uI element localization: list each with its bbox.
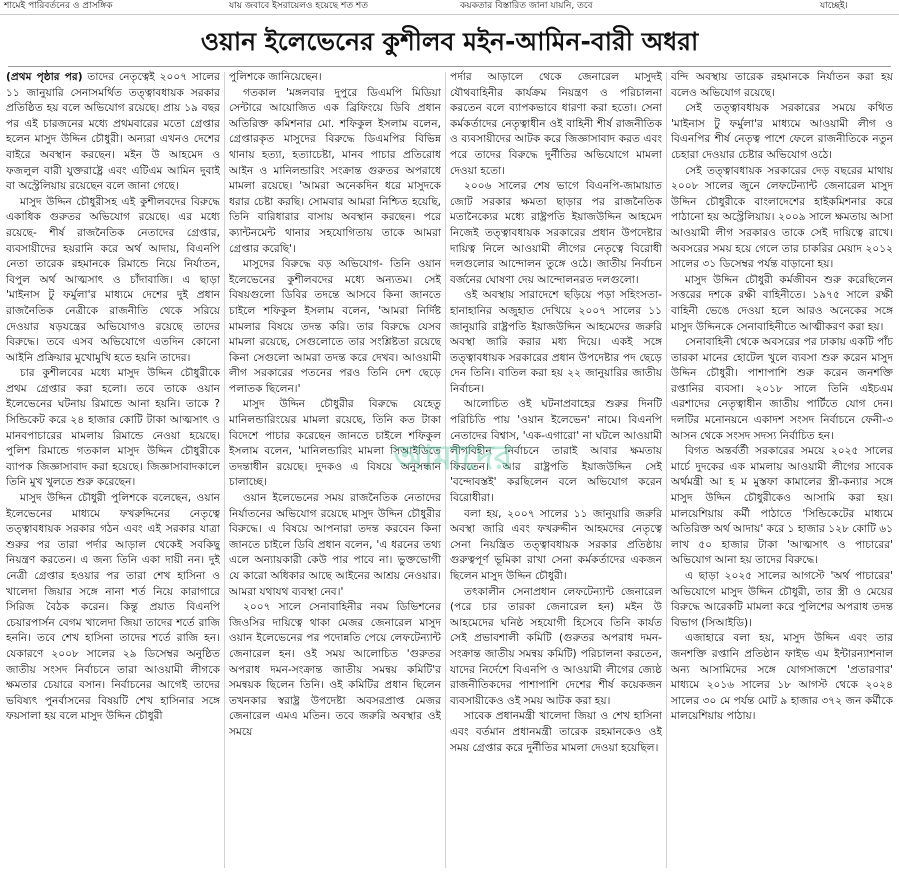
column-divider [666, 72, 667, 868]
column-2-paragraph: ২০০৭ সালে সেনাবাহিনীর নবম ডিভিশনের জিওসির দায়িত্বে থাকা মেজর জেনারেল মাসুদ ওয়ান ইলেভেনের পর পদোন্নতি পেয়ে লেফটেন্যান্ট জেনারেল হন। ওই সময় আলোচিত 'গুরুতর অপরাধ দমন-সংক্রান্ত জাতীয় সমন্বয় কমিটি'র সমন্বয়ক ছিলেন তিনি। ওই কমিটির প্রধান ছিলেন তখনকার স্বরাষ্ট্র উপদেষ্টা অবসরপ্রাপ্ত মেজর জেনারেল এমএ মতিন। তবে জরুরি অবস্থার ওই সময়ে [229, 601, 441, 738]
column-3-paragraph: পর্দার আড়ালে থেকে জেনারেল মাসুদই যৌথবাহিনীর কার্যক্রম নিয়ন্ত্রণ ও পরিচালনা করতেন বলে ব্যাপকভাবে ধারণা করা হতো। সেনা কর্মকর্তাদের নেতৃত্বাধীন ওই বাহিনী শীর্ষ রাজনীতিক ও ব্যবসায়ীদের আটক করে জিজ্ঞাসাবাদ করত এবং পরে তাদের বিরুদ্ধে দুর্নীতির অভিযোগে মামলা দেওয়া হতো। [450, 71, 662, 177]
column-4-paragraph: সেনাবাহিনী থেকে অবসরের পর ঢাকায় একটি পাঁচ তারকা মানের হোটেল খুলে ব্যবসা শুরু করেন মাসুদ উদ্দিন চৌধুরী। পাশাপাশি শুরু করেন জনশক্তি রপ্তানির ব্যবসা। ২০১৮ সালে তিনি এইচএম এরশাদের নেতৃত্বাধীন জাতীয় পার্টিতে যোগ দেন। দলটির মনোনয়নে একাদশ সংসদ নির্বাচনে ফেনী-৩ আসন থেকে সংসদ সদস্য নির্বাচিত হন। [671, 336, 893, 442]
column-3-paragraph: ২০০৬ সালের শেষ ভাগে বিএনপি-জামায়াত জোট সরকার ক্ষমতা ছাড়ার পর রাজনৈতিক মতানৈক্যের মধ্যে রাষ্ট্রপতি ইয়াজউদ্দিন আহমেদ নিজেই তত্ত্বাবধায়ক সরকারের প্রধান উপদেষ্টার দায়িত্ব নিলে আওয়ামী লীগের নেতৃত্বে বিরোধী দলগুলোর আন্দোলন তুঙ্গে ওঠে। জাতীয় নির্বাচন বর্জনের ঘোষণা দেয় আন্দোলনরত দলগুলো। [450, 180, 662, 286]
article-column-4 [671, 70, 893, 870]
column-3-paragraph: তৎকালীন সেনাপ্রধান লেফটেন্যান্ট জেনারেল (পরে চার তারকা জেনারেল হন) মইন উ আহমেদের ঘনিষ্ঠ সহযোগী হিসেবে তিনি কার্যত সেই প্রভাবশালী কমিটি (গুরুতর অপরাধ দমন-সংক্রান্ত জাতীয় সমন্বয় কমিটি) পরিচালনা করতেন, যাদের নির্দেশে বিএনপি ও আওয়ামী লীগের জ্যেষ্ঠ রাজনীতিকদের পাশাপাশি দেশের শীর্ষ কয়েকজন ব্যবসায়ীকেও ওই সময় আটক করা হয়। [450, 585, 662, 707]
column-4-paragraph: সেই তত্ত্বাবধায়ক সরকারের দেড় বছরের মাথায় ২০০৮ সালের জুনে লেফটেন্যান্ট জেনারেল মাসুদ উদ্দিন চৌধুরীকে বাংলাদেশের হাইকমিশনার করে পাঠানো হয় অস্ট্রেলিয়ায়। ২০০৯ সালে ক্ষমতায় আসা আওয়ামী লীগ সরকারও তাকে সেই দায়িত্বে রাখে। অবসরের সময় হয়ে গেলে তার চাকরির মেয়াদ ২০১২ সালের ৩১ ডিসেম্বর পর্যন্ত বাড়ানো হয়। [671, 164, 893, 271]
column-2-paragraph: ওয়ান ইলেভেনের সময় রাজনৈতিক নেতাদের নির্যাতনের অভিযোগ রয়েছে মাসুদ উদ্দিন চৌধুরীর বিরুদ্ধে। এ বিষয়ে আপনারা তদন্ত করবেন কিনা জানতে চাইলে ডিবি প্রধান বলেন, 'এ ধরনের তথ্য এলে অন্যায়কারী কেউ পার পাবে না। ভুক্তভোগী যে কারো অধিকার আছে আইনের আশ্রয় নেওয়ার। আমরা যথাযথ ব্যবস্থা নেব।' [229, 492, 441, 598]
column-4-paragraph: সেই তত্ত্বাবধায়ক সরকারের সময়ে কথিত 'মাইনাস টু ফর্মুলা'র মাধ্যমে আওয়ামী লীগ ও বিএনপির শীর্ষ নেতৃত্ব পাশে ফেলে রাজনীতিকে নতুন চেহারা দেওয়ার চেষ্টার অভিযোগ ওঠে। [671, 102, 893, 161]
column-2-paragraph: মাসুদের বিরুদ্ধে বড় অভিযোগ- তিনি ওয়ান ইলেভেনের কুশীলবদের মধ্যে অন্যতম। সেই বিষয়গুলো ডিবির তদন্তে আসবে কিনা জানতে চাইলে শফিকুল ইসলাম বলেন, 'আমরা নির্দিষ্ট মামলার বিষয়ে তদন্ত করি। তার বিরুদ্ধে যেসব মামলা রয়েছে, সেগুলোতে তার সংশ্লিষ্টতা রয়েছে কিনা সেগুলো আমরা তদন্ত করে দেখব। আওয়ামী লীগ সরকারের পতনের পরও তিনি দেশ ছেড়ে পলাতক ছিলেন।' [229, 258, 441, 395]
column-3-paragraph: বলা হয়, ২০০৭ সালের ১১ জানুয়ারি জরুরি অবস্থা জারি এবং ফখরুদ্দীন আহমদের নেতৃত্বে সেনা নিয়ন্ত্রিত তত্ত্বাবধায়ক সরকার প্রতিষ্ঠায় গুরুত্বপূর্ণ ভূমিকা রাখা সেনা কর্মকর্তাদের একজন ছিলেন মাসুদ উদ্দিন চৌধুরী। [450, 507, 662, 582]
newspaper-watermark: আমাদের [393, 438, 513, 478]
column-3-paragraph: আলোচিত ওই ঘটনাপ্রবাহের শুরুর দিনটি পরিচিতি পায় 'ওয়ান ইলেভেন' নামে। বিএনপি নেতাদের বিশ্বাস, 'এক-এগারো' না ঘটলে আওয়ামী লীগবিহীন নির্বাচনে তারাই আবার ক্ষমতায় ফিরতেন। আর রাষ্ট্রপতি ইয়াজউদ্দিন সেই 'বন্দোবস্তই' করছিলেন বলে অভিযোগ করেন বিরোধীরা। [450, 398, 662, 505]
strip-text-right: কয়কতার বিস্তারিত জানা যায়নি, তবে [460, 1, 593, 11]
column-3-paragraph: সাবেক প্রধানমন্ত্রী খালেদা জিয়া ও শেখ হাসিনা এবং বর্তমান প্রধানমন্ত্রী তারেক রহমানকেও ওই সময় গ্রেপ্তার করে দুর্নীতির মামলা দেওয়া হয়েছিল। [450, 710, 662, 754]
article-column-2 [229, 70, 441, 870]
continuation-tag: (প্রথম পৃষ্ঠার পর) [6, 71, 83, 83]
column-2-paragraph: মাসুদ উদ্দিন চৌধুরীর বিরুদ্ধে যেহেতু মানিলন্ডারিংয়ের মামলা রয়েছে, তিনি কত টাকা বিদেশে পাচার করেছেন জানতে চাইলে শফিকুল ইসলাম বলেন, 'মানিলন্ডারিং মামলা সিআইডিতে তদন্তাধীন রয়েছে। দুদকও এ বিষয়ে অনুসন্ধান চালাচ্ছে। [229, 398, 441, 489]
column-1-paragraph-1 [6, 70, 220, 195]
strip-text-left: শামেই পারিবর্তনের ও প্রাসঙ্গিক [4, 1, 113, 11]
column-4-paragraph: এজাহারে বলা হয়, মাসুদ উদ্দিন এবং তার জনশক্তি রপ্তানি প্রতিষ্ঠান ফাইভ এম ইন্টারন্যাশনাল অন্য আসামিদের সঙ্গে যোগসাজশে 'প্রতারণার' মাধ্যমে ২০১৬ সালের ১৮ আগস্ট থেকে ২০২৪ সালের ৩০ মে পর্যন্ত মোট ৯ হাজার ৩৭২ জন কর্মীকে মালয়েশিয়ায় পাঠায়। [671, 632, 893, 723]
column-1-paragraph: চার কুশীলবের মধ্যে মাসুদ উদ্দিন চৌধুরীকে প্রথম গ্রেপ্তার করা হলো। তবে তাকে ওয়ান ইলেভেনের ঘটনায় রিমান্ডে আনা হয়নি। তাকে ?সিন্ডিকেট করে ২৪ হাজার কোটি টাকা আত্মসাৎ ও মানবপাচারের মামলায় রিমান্ডে নেওয়া হয়েছে। পুলিশ রিমান্ডে গতকাল মাসুদ উদ্দিন চৌধুরীকে ব্যাপক জিজ্ঞাসাবাদ করা হয়েছে। জিজ্ঞাসাবাদকালে তিনি মুখ খুলতে শুরু করেছেন। [6, 367, 220, 489]
strip-text-mid: যায় জবাবে ইসরায়েলও হয়েছে শত শত [229, 1, 369, 11]
column-divider [445, 72, 446, 868]
column-4-paragraph: এ ছাড়া ২০২৫ সালের আগস্টে 'অর্থ পাচারের' অভিযোগে মাসুদ উদ্দিন চৌধুরী, তার স্ত্রী ও মেয়ের বিরুদ্ধে আরেকটি মামলা করে পুলিশের অপরাধ তদন্ত বিভাগ (সিআইডি)। [671, 570, 893, 629]
strip-text-far-right: যাচ্ছেই। [820, 1, 848, 11]
column-divider [224, 72, 225, 868]
column-4-paragraph: মাসুদ উদ্দিন চৌধুরী কর্মজীবন শুরু করেছিলেন সত্তরের দশকে রক্ষী বাহিনীতে। ১৯৭৫ সালে রক্ষী বাহিনী ভেঙে দেওয়া হলে আরও অনেকের সঙ্গে মাসুদ উদ্দিনকে সেনাবাহিনীতে আত্মীকরণ করা হয়। [671, 273, 893, 333]
column-1-paragraph-1-text: তাদের নেতৃত্বেই ২০০৭ সালের ১১ জানুয়ারি সেনাসমর্থিত তত্ত্বাবধায়ক সরকার প্রতিষ্ঠিত হয় বলে অভিযোগ রয়েছে। প্রায় ১৯ বছর পর এই চারজনের মধ্যে প্রথমবারের মতো গ্রেপ্তার হলেন মাসুদ উদ্দিন চৌধুরী। অন্যরা এখনও দেশের বাইরে অবস্থান করছেন। মইন উ আহমেদ ও ফজলুল বারী যুক্তরাষ্ট্রে এবং এটিএম আমিন দুবাই বা অস্ট্রেলিয়ায় রয়েছেন বলে জানা গেছে। [6, 71, 220, 193]
previous-article-strip [0, 0, 899, 15]
column-1-paragraph: মাসুদ উদ্দিন চৌধুরী পুলিশকে বলেছেন, ওয়ান ইলেভেনের মাধ্যমে ফখরুদ্দিনের নেতৃত্বে তত্ত্বাবধায়ক সরকার গঠন এবং এই সরকার যাত্রা শুরুর পর তারা পর্দার আড়াল থেকেই সবকিছু নিয়ন্ত্রণ করতেন। এ জন্য তিনি একা দায়ী নন। দুই নেত্রী গ্রেপ্তার হওয়ার পর তারা শেখ হাসিনা ও খালেদা জিয়ার সঙ্গে নানা শর্ত নিয়ে কারাগারে সিরিজ বৈঠক করেন। কিন্তু প্রয়াত বিএনপি চেয়ারপার্সন বেগম খালেদা জিয়া তাদের শর্তে রাজি হননি। তবে শেখ হাসিনা তাদের শর্তে রাজি হন। যেকারণে ২০০৮ সালের ২৯ ডিসেম্বর অনুষ্ঠিত জাতীয় সংসদ নির্বাচনে তারা আওয়ামী লীগকে ক্ষমতার চেয়ারে বসান। নির্বাচনের আগেই তাদের ভবিষ্যৎ পুনর্বাসনের বিষয়টি শেখ হাসিনার সঙ্গে ফয়সালা হয় বলে মাসুদ উদ্দিন চৌধুরী [6, 492, 220, 723]
headline-rule [8, 66, 891, 67]
column-2-paragraph: গতকাল 'মঙ্গলবার দুপুরে ডিএমপি মিডিয়া সেন্টারে আয়োজিত এক ব্রিফিংয়ে ডিবি প্রধান অতিরিক্ত কমিশনার মো. শফিকুল ইসলাম বলেন, গ্রেপ্তারকৃত মাসুদের বিরুদ্ধে ডিএমপির বিভিন্ন থানায় হত্যা, হত্যাচেষ্টা, মানব পাচার প্রতিরোধ আইন ও মানিলন্ডারিং সংক্রান্ত গুরুতর অপরাধে মামলা রয়েছে। 'আমরা অনেকদিন ধরে মাসুদকে ধরার চেষ্টা করছি। সোমবার আমরা নিশ্চিত হয়েছি, তিনি বারিধারার বাসায় অবস্থান করছেন। পরে ক্যান্টনমেন্ট থানার সহযোগিতায় তাকে আমরা গ্রেপ্তার করেছি'। [229, 86, 441, 255]
column-1-paragraph: মাসুদ উদ্দিন চৌধুরীসহ এই কুশীলবদের বিরুদ্ধে একাধিক গুরুতর অভিযোগ রয়েছে। এর মধ্যে রয়েছে- শীর্ষ রাজনৈতিক নেতাদের গ্রেপ্তার, ব্যবসায়ীদের হয়রানি করে অর্থ আদায়, বিএনপি নেতা তারেক রহমানকে রিমান্ডে নিয়ে নির্যাতন, বিপুল অর্থ আত্মসাৎ ও চাঁদাবাজি। এ ছাড়া 'মাইনাস টু ফর্মুলা'র মাধ্যমে দেশের দুই প্রধান রাজনৈতিক নেত্রীকে রাজনীতি থেকে সরিয়ে দেওয়ার ষড়যন্ত্রের অভিযোগও রয়েছে তাদের বিরুদ্ধে। তবে এসব অভিযোগে এতদিন কোনো আইনি প্রক্রিয়ার মুখোমুখি হতে হয়নি তাদের। [6, 195, 220, 364]
column-2-paragraph: পুলিশকে জানিয়েছেন। [229, 71, 322, 83]
column-4-paragraph: বন্দি অবস্থায় তারেক রহমানকে নির্যাতন করা হয় বলেও অভিযোগ রয়েছে। [671, 71, 893, 99]
column-4-paragraph: বিগত অন্তর্বর্তী সরকারের সময়ে ২০২৫ সালের মার্চে দুদকের এক মামলায় আওয়ামী লীগের সাবেক অর্থমন্ত্রী আ হ ম মুস্তফা কামালের স্ত্রী-কন্যার সঙ্গে মাসুদ উদ্দিন চৌধুরীকেও আসামি করা হয়। মালয়েশিয়ায় কর্মী পাঠাতে 'সিন্ডিকেটের মাধ্যমে অতিরিক্ত অর্থ আদায়' করে ১ হাজার ১২৮ কোটি ৬১ লাখ ৫০ হাজার টাকা 'আত্মসাৎ ও পাচারের' অভিযোগ আনা হয় তাদের বিরুদ্ধে। [671, 445, 893, 567]
article-headline: ওয়ান ইলেভেনের কুশীলব মইন-আমিন-বারী অধরা [200, 27, 699, 56]
column-3-paragraph: ওই অবস্থায় সারাদেশে ছড়িয়ে পড়া সহিংসতা-হানাহানির অজুহাত দেখিয়ে ২০০৭ সালের ১১ জানুয়ারি রাষ্ট্রপতি ইয়াজউদ্দিন আহমেদের জরুরি অবস্থা জারি করার মধ্য দিয়ে। একই সঙ্গে তত্ত্বাবধায়ক সরকারের প্রধান উপদেষ্টার পদ ছেড়ে দেন তিনি। বাতিল করা হয় ২২ জানুয়ারির জাতীয় নির্বাচন। [450, 289, 662, 395]
article-column-3 [450, 70, 662, 870]
article-column-1 [6, 70, 220, 870]
